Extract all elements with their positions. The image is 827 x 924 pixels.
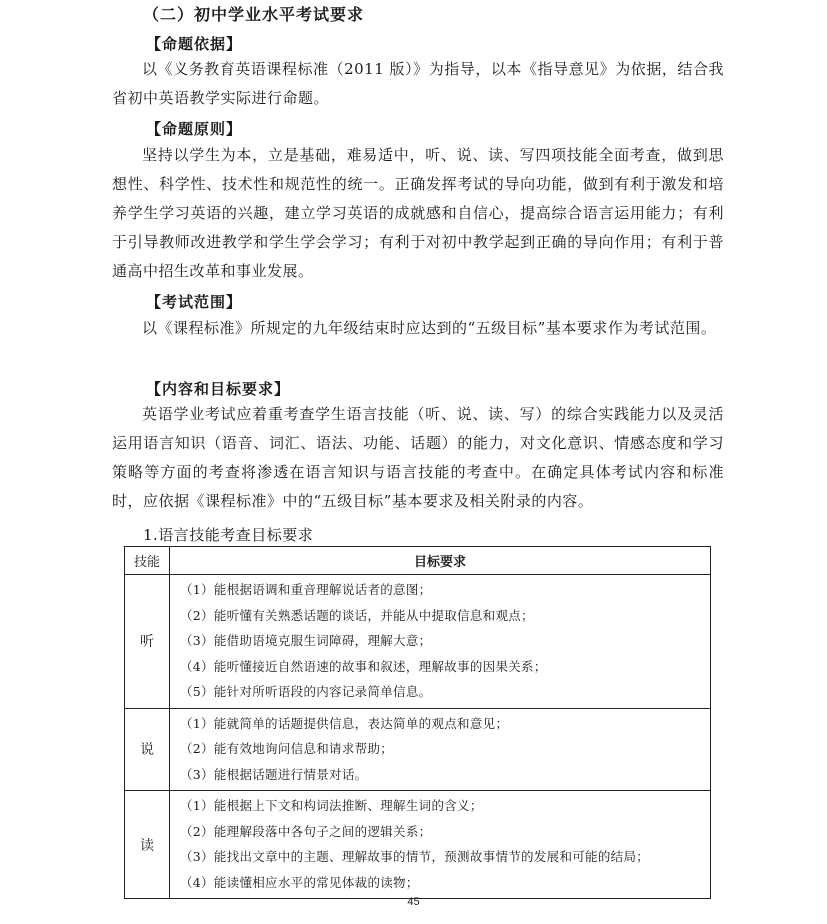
column-header-requirements: 目标要求 — [170, 547, 711, 575]
requirement-item: （3）能根据话题进行情景对话。 — [180, 766, 368, 782]
table-caption: 1.语言技能考查目标要求 — [143, 526, 314, 544]
heading-scope: 【考试范围】 — [146, 293, 243, 311]
requirements-cell — [170, 708, 711, 791]
requirements-cell — [170, 575, 711, 709]
skill-cell: 听 — [125, 575, 170, 709]
requirement-item: （2）能听懂有关熟悉话题的谈话，并能从中提取信息和观点； — [180, 607, 534, 623]
requirements-cell — [170, 791, 711, 899]
requirement-item: （4）能听懂接近自然语速的故事和叙述，理解故事的因果关系； — [180, 658, 547, 674]
requirement-item: （1）能就简单的话题提供信息，表达简单的观点和意见； — [180, 715, 509, 731]
table-row-reading — [125, 791, 711, 899]
requirement-item: （4）能读懂相应水平的常见体裁的读物； — [180, 874, 419, 890]
requirement-item: （3）能借助语境克服生词障碍，理解大意； — [180, 633, 432, 648]
paragraph-content-requirements: 英语学业考试应着重考查学生语言技能（听、说、读、写）的综合实践能力以及灵活运用语言知识（语音、词汇、语法、功能、话题）的能力，对文化意识、情感态度和学习策略等方面的考查将渗透在语言知识与语言技能的考查中。在确定具体考试内容和标准时，应依据《课程标准》中的“五级目标”基本要求及相关附录的内容。 — [112, 405, 724, 510]
paragraph-basis: 以《义务教育英语课程标准（2011 版）》为指导，以本《指导意见》为依据，结合我省初中英语教学实际进行命题。 — [112, 60, 724, 107]
table-row-speaking — [125, 708, 711, 791]
heading-content-requirements: 【内容和目标要求】 — [146, 380, 291, 398]
skills-requirements-table — [124, 546, 711, 899]
requirement-item: （3）能找出文章中的主题、理解故事的情节，预测故事情节的发展和可能的结局； — [180, 849, 650, 864]
heading-basis: 【命题依据】 — [146, 35, 243, 53]
section-title: （二）初中学业水平考试要求 — [143, 5, 365, 24]
skill-cell: 说 — [125, 708, 170, 791]
table-header-row — [125, 547, 711, 575]
heading-principles: 【命题原则】 — [146, 120, 243, 138]
requirement-item: （2）能理解段落中各句子之间的逻辑关系； — [180, 823, 432, 839]
table-row-listening — [125, 575, 711, 709]
requirement-item: （1）能根据语调和重音理解说话者的意图； — [180, 582, 432, 597]
paragraph-scope: 以《课程标准》所规定的九年级结束时应达到的“五级目标”基本要求作为考试范围。 — [142, 319, 717, 337]
requirement-item: （1）能根据上下文和构词法推断、理解生词的含义； — [180, 798, 483, 813]
page-number: 45 — [407, 896, 420, 908]
requirement-item: （5）能针对所听语段的内容记录简单信息。 — [180, 684, 432, 699]
requirement-item: （2）能有效地询问信息和请求帮助； — [180, 741, 394, 756]
paragraph-principles: 坚持以学生为本，立是基础，难易适中，听、说、读、写四项技能全面考查，做到思想性、科学性、技术性和规范性的统一。正确发挥考试的导向功能，做到有利于激发和培养学生学习英语的兴趣，建立学习英语的成就感和自信心，提高综合语言运用能力；有利于引导教师改进教学和学生学会学习；有利于对初中教学起到正确的导向作用；有利于普通高中招生改革和事业发展。 — [112, 146, 724, 280]
column-header-skill: 技能 — [125, 547, 170, 575]
skill-cell: 读 — [125, 791, 170, 899]
